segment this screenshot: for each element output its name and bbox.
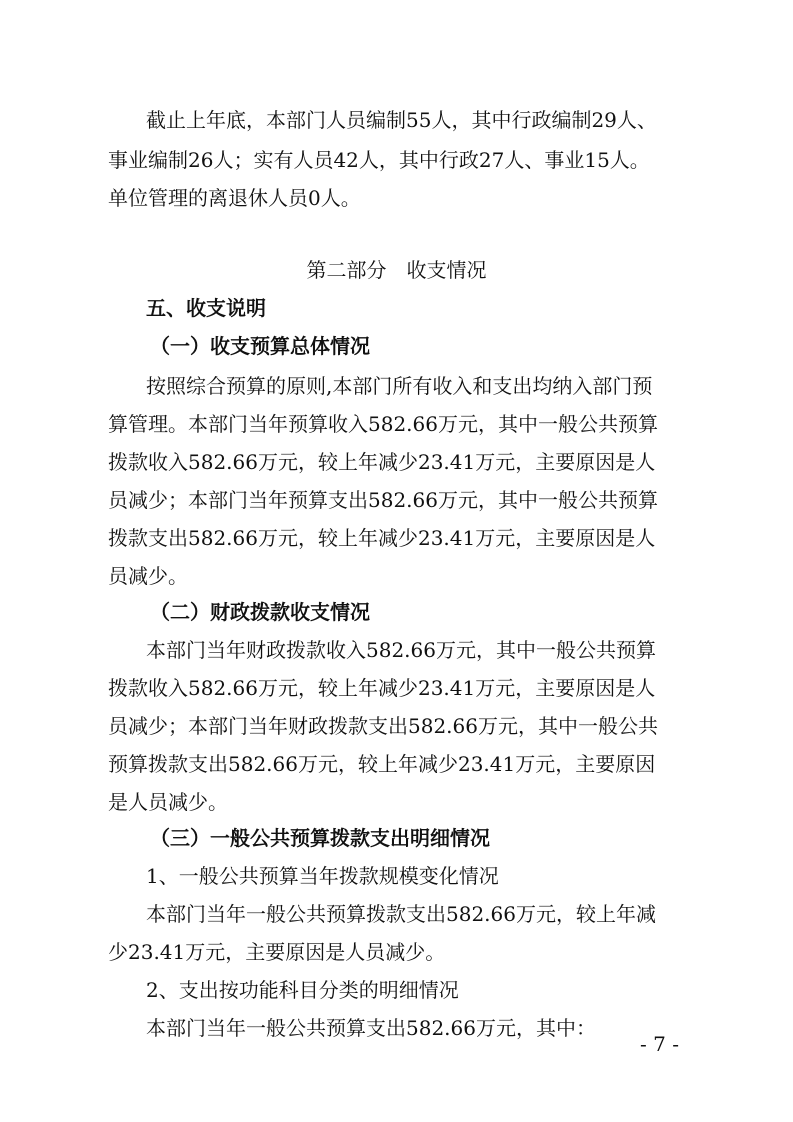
- subsection-2-heading: （二）财政拨款收支情况: [150, 600, 370, 624]
- item2-line-1: 本部门当年一般公共预算支出582.66万元，其中：: [146, 1016, 596, 1040]
- part-title: 第二部分 收支情况: [306, 258, 487, 282]
- sub2-line-5: 是人员减少。: [108, 790, 228, 814]
- sub2-line-4: 预算拨款支出582.66万元，较上年减少23.41万元，主要原因: [108, 752, 656, 776]
- staff-line-3: 单位管理的离退休人员0人。: [108, 186, 361, 210]
- page-number: - 7 -: [640, 1032, 679, 1056]
- staff-line-1: 截止上年底，本部门人员编制55人，其中行政编制29人、: [146, 108, 657, 132]
- subsection-3-heading: （三）一般公共预算拨款支出明细情况: [150, 826, 490, 850]
- sub1-line-5: 拨款支出582.66万元，较上年减少23.41万元，主要原因是人: [108, 526, 656, 550]
- sub2-line-2: 拨款收入582.66万元，较上年减少23.41万元，主要原因是人: [108, 676, 656, 700]
- sub1-line-3: 拨款收入582.66万元，较上年减少23.41万元，主要原因是人: [108, 450, 656, 474]
- item-2-heading: 2、支出按功能科目分类的明细情况: [146, 978, 459, 1002]
- item1-line-1: 本部门当年一般公共预算拨款支出582.66万元，较上年减: [146, 902, 656, 926]
- sub1-line-2: 算管理。本部门当年预算收入582.66万元，其中一般公共预算: [108, 412, 658, 436]
- sub1-line-6: 员减少。: [108, 564, 188, 588]
- item-1-heading: 1、一般公共预算当年拨款规模变化情况: [146, 864, 499, 888]
- sub2-line-1: 本部门当年财政拨款收入582.66万元，其中一般公共预算: [146, 638, 656, 662]
- subsection-1-heading: （一）收支预算总体情况: [150, 334, 370, 358]
- item1-line-2: 少23.41万元，主要原因是人员减少。: [108, 940, 446, 964]
- sub1-line-1: 按照综合预算的原则,本部门所有收入和支出均纳入部门预: [146, 374, 653, 398]
- sub1-line-4: 员减少；本部门当年预算支出582.66万元，其中一般公共预算: [108, 488, 658, 512]
- staff-line-2: 事业编制26人；实有人员42人，其中行政27人、事业15人。: [108, 148, 650, 172]
- sub2-line-3: 员减少；本部门当年财政拨款支出582.66万元，其中一般公共: [108, 714, 658, 738]
- section-heading: 五、收支说明: [146, 296, 266, 320]
